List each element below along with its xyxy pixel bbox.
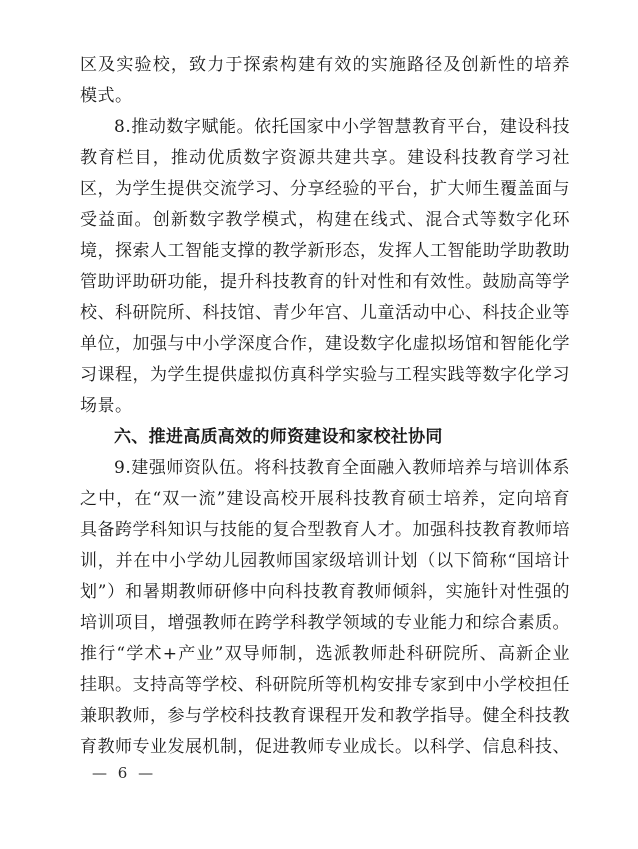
text-line: 教育栏目，推动优质数字资源共建共享。建设科技教育学习社 bbox=[80, 148, 570, 168]
text-line: 具备跨学科知识与技能的复合型教育人才。加强科技教育教师培 bbox=[80, 520, 570, 540]
text-line: 单位，加强与中小学深度合作，建设数字化虚拟场馆和智能化学 bbox=[80, 334, 570, 354]
text-line: 推行“学术+产业”双导师制，选派教师赴科研院所、高新企业 bbox=[80, 644, 570, 664]
text-line: 境，探索人工智能支撑的教学新形态，发挥人工智能助学助教助 bbox=[80, 241, 570, 261]
text-line: 挂职。支持高等学校、科研院所等机构安排专家到中小学校担任 bbox=[80, 675, 570, 695]
section-heading: 六、推进高质高效的师资建设和家校社协同 bbox=[114, 427, 443, 447]
text-line: 培训项目，增强教师在跨学科教学领域的专业能力和综合素质。 bbox=[80, 613, 570, 633]
text-line: 场景。 bbox=[80, 396, 133, 416]
document-lines bbox=[80, 50, 570, 763]
text-line: 9.建强师资队伍。将科技教育全面融入教师培养与培训体系 bbox=[114, 458, 570, 478]
text-line: 8.推动数字赋能。依托国家中小学智慧教育平台，建设科技 bbox=[114, 117, 570, 137]
text-line: 兼职教师，参与学校科技教育课程开发和教学指导。健全科技教 bbox=[80, 706, 570, 726]
page-number: — 6 — bbox=[92, 764, 157, 782]
text-line: 之中，在“双一流”建设高校开展科技教育硕士培养，定向培育 bbox=[80, 489, 570, 509]
text-line: 模式。 bbox=[80, 86, 133, 106]
text-line: 划”）和暑期教师研修中向科技教育教师倾斜，实施针对性强的 bbox=[80, 582, 570, 602]
text-line: 区，为学生提供交流学习、分享经验的平台，扩大师生覆盖面与 bbox=[80, 179, 570, 199]
text-line: 校、科研院所、科技馆、青少年宫、儿童活动中心、科技企业等 bbox=[80, 303, 570, 323]
text-line: 管助评助研功能，提升科技教育的针对性和有效性。鼓励高等学 bbox=[80, 272, 570, 292]
text-line: 习课程，为学生提供虚拟仿真科学实验与工程实践等数字化学习 bbox=[80, 365, 570, 385]
text-line: 育教师专业发展机制，促进教师专业成长。以科学、信息科技、 bbox=[80, 737, 570, 757]
text-line: 训，并在中小学幼儿园教师国家级培训计划（以下简称“国培计 bbox=[80, 551, 570, 571]
text-line: 受益面。创新数字教学模式，构建在线式、混合式等数字化环 bbox=[80, 210, 570, 230]
text-line: 区及实验校，致力于探索构建有效的实施路径及创新性的培养 bbox=[80, 55, 570, 75]
